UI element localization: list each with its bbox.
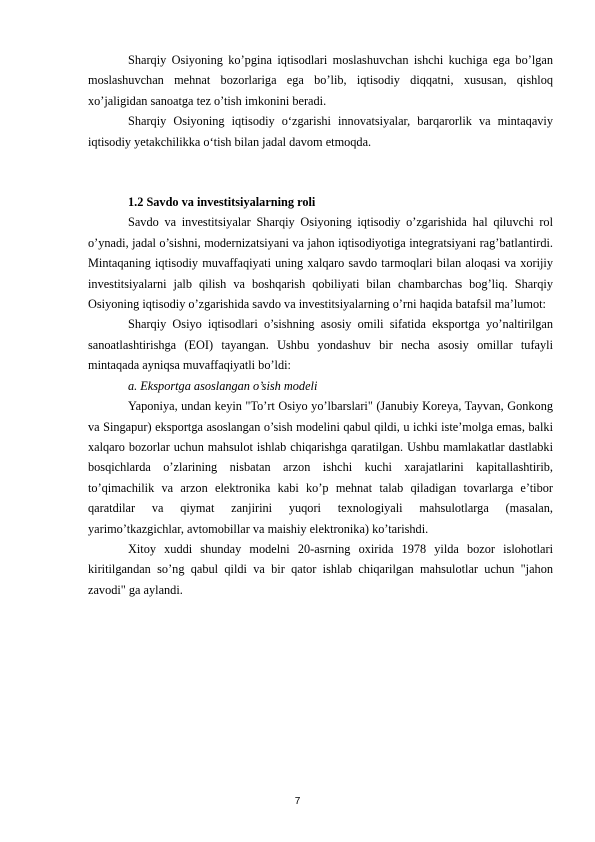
- paragraph-intro-1: Sharqiy Osiyoning ko’pgina iqtisodlari moslashuvchan ishchi kuchiga ega bo’lgan moslashuvchan mehnat bozorlariga ega bo’lib, iqtisodiy diqqatni, xususan, qishloq xo’jaligidan sanoatga tez o’tish imkonini beradi.: [88, 53, 553, 108]
- paragraph-sub-1: Yaponiya, undan keyin "To’rt Osiyo yo’lbarslari" (Janubiy Koreya, Tayvan, Gonkong va Singapur) eksportga asoslangan o’sish modelini qabul qildi, u ichki iste’molga emas, balki xalqaro bozorlar uchun mahsulot ishlab chiqarishga qaratilgan. Ushbu mamlakatlar dastlabki bosqichlarda o’zlarining nisbatan arzon ishchi kuchi xarajatlarini kapitallashtirib, to’qimachilik va arzon elektronika kabi ko’p mehnat talab qiladigan tovarlarga e’tibor qaratdilar va qiymat zanjirini yuqori texnologiyali mahsulotlarga (masalan, yarimo’tkazgichlar, avtomobillar va maishiy elektronika) ko’tarishdi.: [88, 399, 553, 536]
- paragraph-body-1: Savdo va investitsiyalar Sharqiy Osiyoning iqtisodiy o’zgarishida hal qiluvchi rol o’ynadi, jadal o’sishni, modernizatsiyani va jahon iqtisodiyotiga integratsiyani rag’batlantirdi. Mintaqaning iqtisodiy muvaffaqiyati uning xalqaro savdo tarmoqlari bilan aloqasi va xorijiy investitsiyalarni jalb qilish va boshqarish qobiliyati bilan chambarchas bog’liq. Sharqiy Osiyoning iqtisodiy o’zgarishida savdo va investitsiyalarning o’rni haqida batafsil ma’lumot:: [88, 215, 553, 312]
- paragraph-intro-2: Sharqiy Osiyoning iqtisodiy o‘zgarishi innovatsiyalar, barqarorlik va mintaqaviy iqtisodiy yetakchilikka o‘tish bilan jadal davom etmoqda.: [88, 114, 553, 149]
- page-content: [88, 50, 553, 600]
- section-heading: 1.2 Savdo va investitsiyalarning roli: [128, 195, 316, 210]
- paragraph-body-2: Sharqiy Osiyo iqtisodlari o’sishning asosiy omili sifatida eksportga yo’naltirilgan sanoatlashtirishga (EOI) tayangan. Ushbu yondashuv bir necha asosiy omillar tufayli mintaqada ayniqsa muvaffaqiyatli bo’ldi:: [88, 317, 553, 373]
- paragraph-sub-2: Xitoy xuddi shunday modelni 20-asrning oxirida 1978 yilda bozor islohotlari kiritilgandan so’ng qabul qildi va bir qator ishlab chiqarilgan mahsulotlar uchun "jahon zavodi" ga aylandi.: [88, 541, 553, 597]
- subsection-heading: a. Eksportga asoslangan o’sish modeli: [128, 378, 318, 393]
- page-number: 7: [294, 796, 301, 807]
- spacer: [88, 152, 553, 192]
